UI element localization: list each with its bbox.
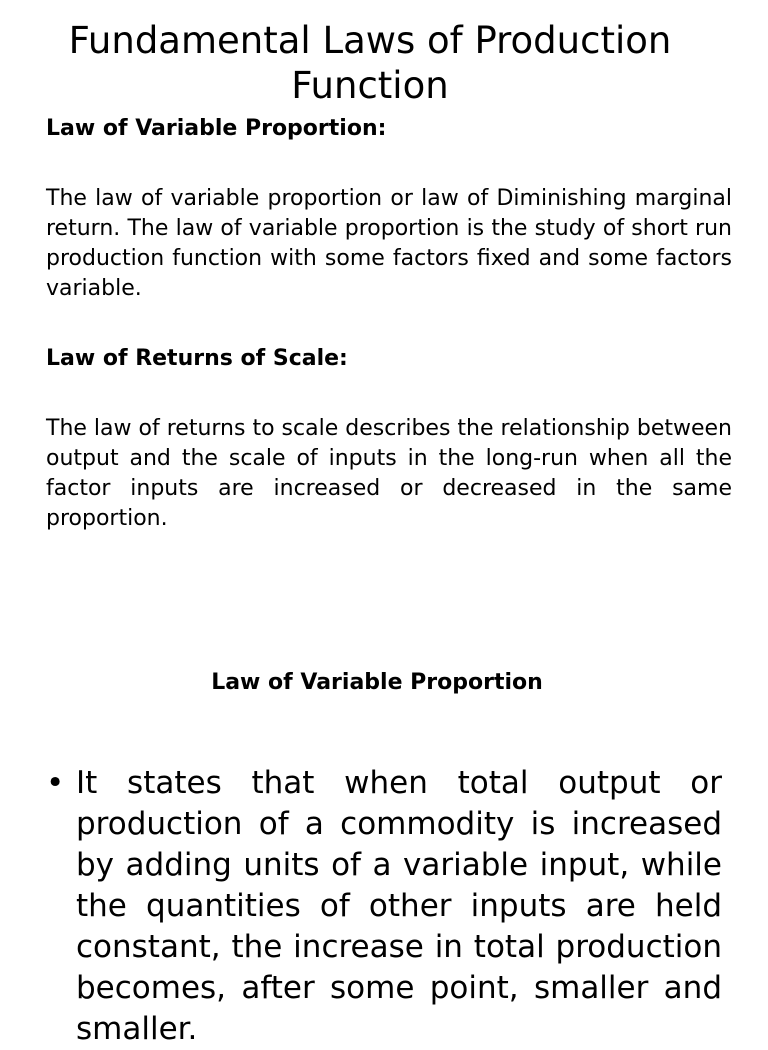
section-body-variable-proportion: The law of variable proportion or law of Diminishing marginal return. The law of variable proportion is the study of short run production function with some factors fixed and some factors variable. <box>46 186 732 301</box>
page-title-line-2: Function <box>291 64 449 107</box>
section-heading-returns-of-scale: Law of Returns of Scale: <box>46 346 348 371</box>
second-slide-title: Law of Variable Proportion <box>211 670 543 695</box>
bullet-text: It states that when total output or production of a commodity is increased by adding units of a variable input, while the quantities of other inputs are held constant, the increase in total production becomes, after some point, smaller and smaller. <box>76 765 722 1047</box>
section-body-returns-of-scale: The law of returns to scale describes the relationship between output and the scale of inputs in the long-run when all the factor inputs are increased or decreased in the same proportion. <box>46 416 732 531</box>
bullet-icon: • <box>46 765 65 801</box>
section-heading-variable-proportion: Law of Variable Proportion: <box>46 116 387 141</box>
bullet-list <box>46 763 722 1047</box>
page-title-line-1: Fundamental Laws of Production <box>68 19 672 62</box>
page-title <box>0 18 740 108</box>
